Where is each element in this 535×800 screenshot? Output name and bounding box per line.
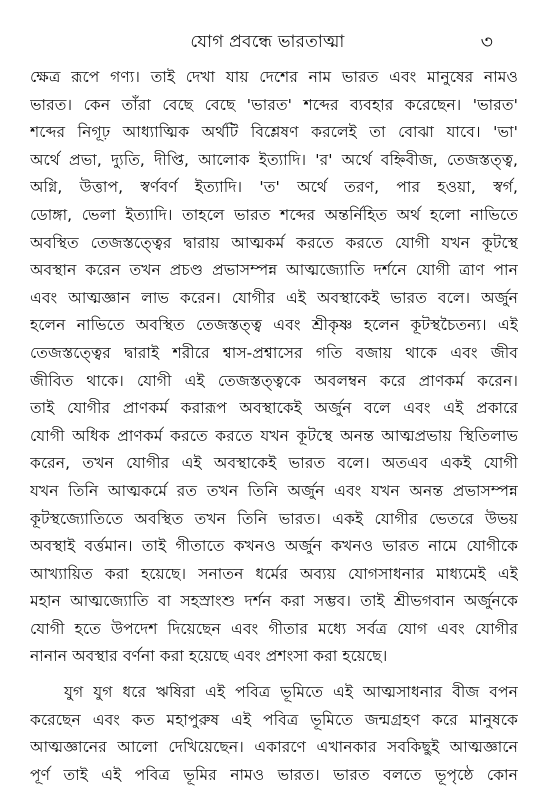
body-text — [30, 64, 518, 789]
text-line: অবস্থিত তেজস্তত্ত্বের দ্বারায় আত্মকর্ম করতে করতে যোগী যখন কূটস্থে — [30, 233, 518, 252]
text-line: ডোঙ্গা, ভেলা ইত্যাদি। তাহলে ভারত শব্দের অন্তর্নিহিত অর্থ হলো নাভিতে — [30, 205, 518, 224]
text-line: অবস্থান করেন তখন প্রচণ্ড প্রভাসম্পন্ন আত্মজ্যোতি দর্শনে যোগী ত্রাণ পান — [30, 261, 518, 280]
text-line: আত্মজ্ঞানের আলো দেখিয়েছেন। একারণে এখানকার সবকিছুই আত্মজ্ঞানে — [30, 738, 518, 757]
text-line: যোগী হতে উপদেশ দিয়েছেন এবং গীতার মধ্যে সর্বত্র যোগ এবং যোগীর — [30, 619, 518, 638]
text-line: যোগী অধিক প্রাণকর্ম করতে করতে যখন কূটস্থে অনন্ত আত্মপ্রভায় স্থিতিলাভ — [30, 426, 518, 445]
page-header — [0, 30, 535, 56]
text-line: পূর্ণ তাই এই পবিত্র ভূমির নামও ভারত। ভারত বলতে ভূপৃষ্ঠে কোন — [30, 765, 518, 784]
text-line: অর্থে প্রভা, দ্যুতি, দীপ্তি, আলোক ইত্যাদি। 'র' অর্থে বহ্নিবীজ, তেজস্তত্ত্ব, — [30, 150, 518, 169]
paragraph-1 — [30, 64, 518, 671]
text-line: হলেন নাভিতে অবস্থিত তেজস্তত্ত্ব এবং শ্রীকৃষ্ণ হলেন কূটস্থচৈতন্য। এই — [30, 316, 518, 335]
running-title: যোগ প্রবন্ধে ভারতাত্মা — [190, 32, 345, 52]
text-line: শব্দের নিগূঢ় আধ্যাত্মিক অর্থটি বিশ্লেষণ করলেই তা বোঝা যাবে। 'ভা' — [30, 123, 518, 142]
text-line: যখন তিনি আত্মকর্মে রত তখন তিনি অর্জুন এবং যখন অনন্ত প্রভাসম্পন্ন — [30, 481, 518, 500]
text-line: কূটস্থজ্যোতিতে অবস্থিত তখন তিনি ভারত। একই যোগীর ভেতরে উভয় — [30, 509, 518, 528]
text-line: করেছেন এবং কত মহাপুরুষ এই পবিত্র ভূমিতে জন্মগ্রহণ করে মানুষকে — [30, 710, 518, 729]
text-line: ক্ষেত্র রূপে গণ্য। তাই দেখা যায় দেশের নাম ভারত এবং মানুষের নামও — [30, 68, 518, 86]
text-line: আখ্যায়িত করা হয়েছে। সনাতন ধর্মের অব্যয় যোগসাধনার মাধ্যমেই এই — [30, 564, 518, 583]
text-line: অবস্থাই বর্ত্তমান। তাই গীতাতে কখনও অর্জুন কখনও ভারত নামে যোগীকে — [30, 537, 518, 556]
text-line: এবং আত্মজ্ঞান লাভ করেন। যোগীর এই অবস্থাকেই ভারত বলে। অর্জুন — [30, 288, 518, 307]
text-line: তাই যোগীর প্রাণকর্ম করারূপ অবস্থাকেই অর্জুন বলে এবং এই প্রকারে — [30, 399, 518, 418]
text-line: তেজস্তত্ত্বের দ্বারাই শরীরে শ্বাস-প্রশ্বাসের গতি বজায় থাকে এবং জীব — [30, 343, 518, 362]
text-line: নানান অবস্থার বর্ণনা করা হয়েছে এবং প্রশংসা করা হয়েছে। — [30, 647, 388, 666]
paragraph-2 — [30, 679, 518, 789]
text-line: জীবিত থাকে। যোগী এই তেজস্তত্ত্বকে অবলম্বন করে প্রাণকর্ম করেন। — [30, 371, 518, 390]
page-number: ৩ — [480, 31, 493, 53]
text-line: ভারত। কেন তাঁরা বেছে বেছে 'ভারত' শব্দের ব্যবহার করেছেন। 'ভারত' — [30, 95, 518, 114]
text-line: মহান আত্মজ্যোতি বা সহস্রাংশু দর্শন করা সম্ভব। তাই শ্রীভগবান অর্জুনকে — [30, 592, 518, 611]
text-line: যুগ যুগ ধরে ঋষিরা এই পবিত্র ভূমিতে এই আত্মসাধনার বীজ বপন — [64, 683, 518, 702]
text-line: অগ্নি, উত্তাপ, স্বর্ণবর্ণ ইত্যাদি। 'ত' অর্থে তরণ, পার হওয়া, স্বর্গ, — [30, 178, 518, 197]
text-line: করেন, তখন যোগীর এই অবস্থাকেই ভারত বলে। অতএব একই যোগী — [30, 454, 518, 473]
